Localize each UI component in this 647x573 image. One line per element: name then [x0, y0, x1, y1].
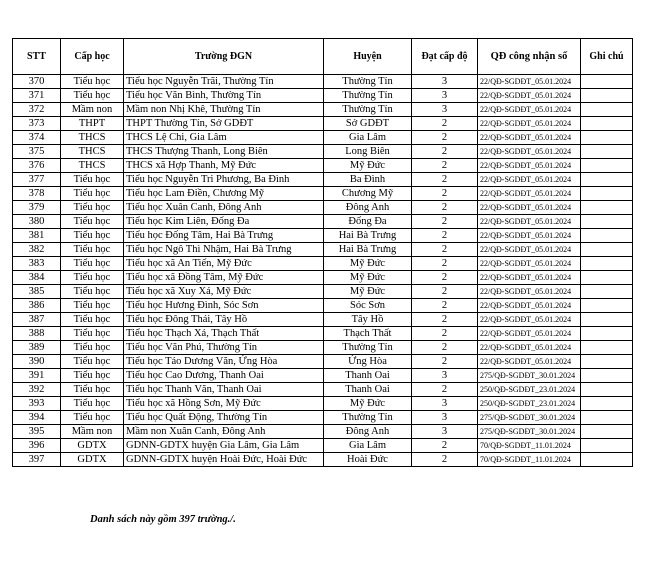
- cell-stt: 370: [13, 75, 61, 89]
- cell-ghi-chu: [581, 145, 633, 159]
- cell-huyen: Hoài Đức: [324, 453, 412, 467]
- cell-stt: 383: [13, 257, 61, 271]
- cell-huyen: Mỹ Đức: [324, 159, 412, 173]
- cell-cap-do: 2: [412, 215, 478, 229]
- cell-truong: Tiểu học Cao Dương, Thanh Oai: [124, 369, 324, 383]
- cell-cap-do: 2: [412, 355, 478, 369]
- cell-huyen: Sóc Sơn: [324, 299, 412, 313]
- cell-cap-hoc: Tiểu học: [61, 173, 124, 187]
- table-row: [13, 89, 633, 103]
- cell-qd: 22/QĐ-SGDĐT_05.01.2024: [478, 89, 581, 103]
- cell-cap-do: 2: [412, 327, 478, 341]
- cell-stt: 375: [13, 145, 61, 159]
- cell-qd: 22/QĐ-SGDĐT_05.01.2024: [478, 215, 581, 229]
- cell-cap-hoc: THCS: [61, 131, 124, 145]
- header-dat-cap-do: Đạt cấp độ: [412, 39, 478, 75]
- cell-huyen: Gia Lâm: [324, 131, 412, 145]
- cell-ghi-chu: [581, 439, 633, 453]
- cell-stt: 385: [13, 285, 61, 299]
- cell-cap-do: 2: [412, 299, 478, 313]
- cell-cap-do: 3: [412, 411, 478, 425]
- cell-cap-do: 2: [412, 271, 478, 285]
- cell-ghi-chu: [581, 75, 633, 89]
- cell-ghi-chu: [581, 425, 633, 439]
- cell-stt: 397: [13, 453, 61, 467]
- cell-qd: 22/QĐ-SGDĐT_05.01.2024: [478, 285, 581, 299]
- cell-cap-hoc: Tiểu học: [61, 215, 124, 229]
- cell-cap-do: 2: [412, 439, 478, 453]
- cell-cap-hoc: Tiểu học: [61, 89, 124, 103]
- table-row: [13, 145, 633, 159]
- cell-huyen: Mỹ Đức: [324, 285, 412, 299]
- cell-huyen: Đông Anh: [324, 201, 412, 215]
- cell-huyen: Thanh Oai: [324, 383, 412, 397]
- cell-qd: 275/QĐ-SGDĐT_30.01.2024: [478, 425, 581, 439]
- cell-cap-hoc: Tiểu học: [61, 257, 124, 271]
- table-row: [13, 299, 633, 313]
- cell-truong: THCS xã Hợp Thanh, Mỹ Đức: [124, 159, 324, 173]
- table-row: [13, 173, 633, 187]
- cell-truong: Mầm non Nhị Khê, Thường Tín: [124, 103, 324, 117]
- cell-truong: Mầm non Xuân Canh, Đông Anh: [124, 425, 324, 439]
- cell-truong: Tiểu học Ngô Thì Nhậm, Hai Bà Trưng: [124, 243, 324, 257]
- cell-cap-hoc: Tiểu học: [61, 313, 124, 327]
- cell-cap-hoc: Mầm non: [61, 103, 124, 117]
- cell-truong: Tiểu học xã Đồng Tâm, Mỹ Đức: [124, 271, 324, 285]
- cell-truong: Tiểu học Văn Bình, Thường Tín: [124, 89, 324, 103]
- cell-truong: THCS Thượng Thanh, Long Biên: [124, 145, 324, 159]
- header-cap-hoc: Cấp học: [61, 39, 124, 75]
- cell-qd: 22/QĐ-SGDĐT_05.01.2024: [478, 299, 581, 313]
- cell-huyen: Thường Tín: [324, 75, 412, 89]
- cell-huyen: Đông Anh: [324, 425, 412, 439]
- cell-stt: 386: [13, 299, 61, 313]
- cell-stt: 384: [13, 271, 61, 285]
- table-row: [13, 411, 633, 425]
- header-ghi-chu: Ghi chú: [581, 39, 633, 75]
- table-row: [13, 131, 633, 145]
- cell-huyen: Sở GDĐT: [324, 117, 412, 131]
- cell-ghi-chu: [581, 355, 633, 369]
- cell-ghi-chu: [581, 285, 633, 299]
- cell-truong: Tiểu học Hương Đình, Sóc Sơn: [124, 299, 324, 313]
- table-row: [13, 271, 633, 285]
- cell-cap-hoc: Tiểu học: [61, 397, 124, 411]
- cell-truong: Tiểu học Nguyễn Trãi, Thường Tín: [124, 75, 324, 89]
- cell-stt: 380: [13, 215, 61, 229]
- cell-cap-hoc: Tiểu học: [61, 369, 124, 383]
- cell-ghi-chu: [581, 215, 633, 229]
- cell-truong: Tiểu học Kim Liên, Đống Đa: [124, 215, 324, 229]
- cell-truong: GDNN-GDTX huyện Gia Lâm, Gia Lâm: [124, 439, 324, 453]
- cell-truong: Tiểu học xã Xuy Xá, Mỹ Đức: [124, 285, 324, 299]
- cell-qd: 250/QĐ-SGDĐT_23.01.2024: [478, 397, 581, 411]
- cell-huyen: Đống Đa: [324, 215, 412, 229]
- table-body: [13, 75, 633, 467]
- cell-cap-hoc: Tiểu học: [61, 229, 124, 243]
- cell-huyen: Mỹ Đức: [324, 397, 412, 411]
- cell-huyen: Gia Lâm: [324, 439, 412, 453]
- cell-ghi-chu: [581, 397, 633, 411]
- cell-huyen: Thường Tín: [324, 89, 412, 103]
- cell-cap-hoc: Tiểu học: [61, 411, 124, 425]
- cell-qd: 22/QĐ-SGDĐT_05.01.2024: [478, 341, 581, 355]
- cell-cap-do: 2: [412, 383, 478, 397]
- cell-truong: Tiểu học Thạch Xá, Thạch Thất: [124, 327, 324, 341]
- cell-huyen: Chương Mỹ: [324, 187, 412, 201]
- cell-qd: 22/QĐ-SGDĐT_05.01.2024: [478, 327, 581, 341]
- cell-cap-do: 2: [412, 285, 478, 299]
- cell-truong: Tiểu học Đông Thái, Tây Hồ: [124, 313, 324, 327]
- cell-cap-hoc: Tiểu học: [61, 299, 124, 313]
- cell-truong: Tiểu học xã Hồng Sơn, Mỹ Đức: [124, 397, 324, 411]
- table-row: [13, 355, 633, 369]
- cell-truong: Tiểu học Văn Phú, Thường Tín: [124, 341, 324, 355]
- cell-huyen: Ba Đình: [324, 173, 412, 187]
- cell-stt: 390: [13, 355, 61, 369]
- cell-qd: 250/QĐ-SGDĐT_23.01.2024: [478, 383, 581, 397]
- cell-ghi-chu: [581, 103, 633, 117]
- table-row: [13, 117, 633, 131]
- cell-cap-hoc: GDTX: [61, 439, 124, 453]
- table-row: [13, 187, 633, 201]
- cell-stt: 374: [13, 131, 61, 145]
- cell-qd: 22/QĐ-SGDĐT_05.01.2024: [478, 355, 581, 369]
- cell-stt: 388: [13, 327, 61, 341]
- cell-qd: 22/QĐ-SGDĐT_05.01.2024: [478, 103, 581, 117]
- cell-truong: GDNN-GDTX huyện Hoài Đức, Hoài Đức: [124, 453, 324, 467]
- cell-stt: 382: [13, 243, 61, 257]
- table-row: [13, 75, 633, 89]
- cell-qd: 22/QĐ-SGDĐT_05.01.2024: [478, 117, 581, 131]
- table-row: [13, 369, 633, 383]
- cell-stt: 395: [13, 425, 61, 439]
- cell-huyen: Hai Bà Trưng: [324, 229, 412, 243]
- cell-stt: 371: [13, 89, 61, 103]
- cell-ghi-chu: [581, 229, 633, 243]
- cell-cap-do: 2: [412, 243, 478, 257]
- table-row: [13, 201, 633, 215]
- table-row: [13, 215, 633, 229]
- cell-qd: 22/QĐ-SGDĐT_05.01.2024: [478, 173, 581, 187]
- cell-cap-hoc: THPT: [61, 117, 124, 131]
- cell-cap-hoc: THCS: [61, 159, 124, 173]
- table-row: [13, 327, 633, 341]
- cell-truong: Tiểu học Quất Động, Thường Tín: [124, 411, 324, 425]
- cell-qd: 70/QĐ-SGDĐT_11.01.2024: [478, 453, 581, 467]
- table-row: [13, 397, 633, 411]
- cell-stt: 376: [13, 159, 61, 173]
- header-truong: Trường ĐGN: [124, 39, 324, 75]
- cell-cap-do: 3: [412, 397, 478, 411]
- cell-cap-hoc: GDTX: [61, 453, 124, 467]
- cell-cap-do: 2: [412, 257, 478, 271]
- cell-cap-do: 2: [412, 313, 478, 327]
- cell-stt: 377: [13, 173, 61, 187]
- cell-huyen: Hai Bà Trưng: [324, 243, 412, 257]
- cell-qd: 22/QĐ-SGDĐT_05.01.2024: [478, 229, 581, 243]
- cell-qd: 70/QĐ-SGDĐT_11.01.2024: [478, 439, 581, 453]
- cell-qd: 22/QĐ-SGDĐT_05.01.2024: [478, 75, 581, 89]
- cell-stt: 394: [13, 411, 61, 425]
- cell-huyen: Mỹ Đức: [324, 271, 412, 285]
- cell-ghi-chu: [581, 341, 633, 355]
- cell-cap-hoc: THCS: [61, 145, 124, 159]
- cell-truong: Tiểu học Nguyễn Tri Phương, Ba Đình: [124, 173, 324, 187]
- cell-stt: 389: [13, 341, 61, 355]
- cell-cap-hoc: Tiểu học: [61, 201, 124, 215]
- cell-truong: Tiểu học Thanh Văn, Thanh Oai: [124, 383, 324, 397]
- cell-cap-do: 2: [412, 173, 478, 187]
- cell-cap-do: 3: [412, 75, 478, 89]
- cell-ghi-chu: [581, 453, 633, 467]
- cell-huyen: Thường Tín: [324, 341, 412, 355]
- cell-stt: 372: [13, 103, 61, 117]
- cell-ghi-chu: [581, 313, 633, 327]
- cell-stt: 393: [13, 397, 61, 411]
- table-row: [13, 229, 633, 243]
- cell-truong: Tiểu học Lam Điền, Chương Mỹ: [124, 187, 324, 201]
- cell-ghi-chu: [581, 159, 633, 173]
- cell-cap-hoc: Tiểu học: [61, 327, 124, 341]
- table-row: [13, 103, 633, 117]
- cell-cap-hoc: Tiểu học: [61, 355, 124, 369]
- cell-cap-hoc: Tiểu học: [61, 187, 124, 201]
- cell-ghi-chu: [581, 243, 633, 257]
- cell-huyen: Thường Tín: [324, 103, 412, 117]
- table-row: [13, 453, 633, 467]
- cell-cap-do: 3: [412, 89, 478, 103]
- table-row: [13, 243, 633, 257]
- cell-cap-do: 2: [412, 159, 478, 173]
- cell-qd: 22/QĐ-SGDĐT_05.01.2024: [478, 159, 581, 173]
- cell-stt: 381: [13, 229, 61, 243]
- cell-truong: Tiểu học Xuân Canh, Đông Anh: [124, 201, 324, 215]
- table-row: [13, 425, 633, 439]
- cell-ghi-chu: [581, 299, 633, 313]
- cell-cap-do: 2: [412, 341, 478, 355]
- cell-huyen: Thường Tín: [324, 411, 412, 425]
- cell-ghi-chu: [581, 89, 633, 103]
- cell-stt: 392: [13, 383, 61, 397]
- cell-ghi-chu: [581, 201, 633, 215]
- cell-cap-do: 2: [412, 131, 478, 145]
- cell-truong: Tiểu học Tảo Dương Văn, Ứng Hòa: [124, 355, 324, 369]
- cell-truong: Tiểu học Đống Tâm, Hai Bà Trưng: [124, 229, 324, 243]
- cell-qd: 275/QĐ-SGDĐT_30.01.2024: [478, 369, 581, 383]
- header-huyen: Huyện: [324, 39, 412, 75]
- cell-ghi-chu: [581, 117, 633, 131]
- cell-huyen: Thạch Thất: [324, 327, 412, 341]
- cell-qd: 22/QĐ-SGDĐT_05.01.2024: [478, 201, 581, 215]
- cell-cap-do: 2: [412, 201, 478, 215]
- table-row: [13, 383, 633, 397]
- cell-cap-do: 2: [412, 117, 478, 131]
- cell-truong: THPT Thường Tín, Sở GDĐT: [124, 117, 324, 131]
- cell-cap-hoc: Tiểu học: [61, 271, 124, 285]
- cell-cap-do: 3: [412, 425, 478, 439]
- cell-cap-do: 2: [412, 453, 478, 467]
- cell-ghi-chu: [581, 257, 633, 271]
- cell-ghi-chu: [581, 271, 633, 285]
- cell-ghi-chu: [581, 173, 633, 187]
- cell-qd: 22/QĐ-SGDĐT_05.01.2024: [478, 271, 581, 285]
- table-row: [13, 257, 633, 271]
- table-row: [13, 439, 633, 453]
- cell-ghi-chu: [581, 369, 633, 383]
- cell-stt: 387: [13, 313, 61, 327]
- schools-table: [12, 38, 633, 467]
- cell-qd: 22/QĐ-SGDĐT_05.01.2024: [478, 145, 581, 159]
- cell-cap-do: 3: [412, 369, 478, 383]
- cell-cap-hoc: Tiểu học: [61, 75, 124, 89]
- cell-qd: 22/QĐ-SGDĐT_05.01.2024: [478, 131, 581, 145]
- cell-huyen: Mỹ Đức: [324, 257, 412, 271]
- table-row: [13, 159, 633, 173]
- cell-stt: 379: [13, 201, 61, 215]
- cell-cap-hoc: Tiểu học: [61, 243, 124, 257]
- cell-qd: 22/QĐ-SGDĐT_05.01.2024: [478, 313, 581, 327]
- cell-cap-hoc: Tiểu học: [61, 285, 124, 299]
- cell-truong: Tiểu học xã An Tiến, Mỹ Đức: [124, 257, 324, 271]
- cell-qd: 275/QĐ-SGDĐT_30.01.2024: [478, 411, 581, 425]
- cell-cap-do: 2: [412, 145, 478, 159]
- cell-ghi-chu: [581, 383, 633, 397]
- header-qd: QĐ công nhận số: [478, 39, 581, 75]
- footer-note: Danh sách này gồm 397 trường./.: [90, 514, 236, 525]
- cell-huyen: Long Biên: [324, 145, 412, 159]
- cell-ghi-chu: [581, 327, 633, 341]
- cell-huyen: Thanh Oai: [324, 369, 412, 383]
- cell-qd: 22/QĐ-SGDĐT_05.01.2024: [478, 257, 581, 271]
- cell-cap-do: 3: [412, 103, 478, 117]
- cell-cap-hoc: Tiểu học: [61, 383, 124, 397]
- table-row: [13, 285, 633, 299]
- cell-stt: 391: [13, 369, 61, 383]
- cell-stt: 396: [13, 439, 61, 453]
- cell-qd: 22/QĐ-SGDĐT_05.01.2024: [478, 187, 581, 201]
- table-row: [13, 341, 633, 355]
- cell-cap-hoc: Tiểu học: [61, 341, 124, 355]
- cell-ghi-chu: [581, 411, 633, 425]
- cell-truong: THCS Lệ Chi, Gia Lâm: [124, 131, 324, 145]
- cell-cap-hoc: Mầm non: [61, 425, 124, 439]
- cell-cap-do: 2: [412, 187, 478, 201]
- table-row: [13, 313, 633, 327]
- cell-cap-do: 2: [412, 229, 478, 243]
- header-stt: STT: [13, 39, 61, 75]
- cell-stt: 373: [13, 117, 61, 131]
- cell-qd: 22/QĐ-SGDĐT_05.01.2024: [478, 243, 581, 257]
- cell-ghi-chu: [581, 131, 633, 145]
- cell-huyen: Tây Hồ: [324, 313, 412, 327]
- cell-stt: 378: [13, 187, 61, 201]
- cell-huyen: Ứng Hòa: [324, 355, 412, 369]
- cell-ghi-chu: [581, 187, 633, 201]
- header-row: [13, 39, 633, 75]
